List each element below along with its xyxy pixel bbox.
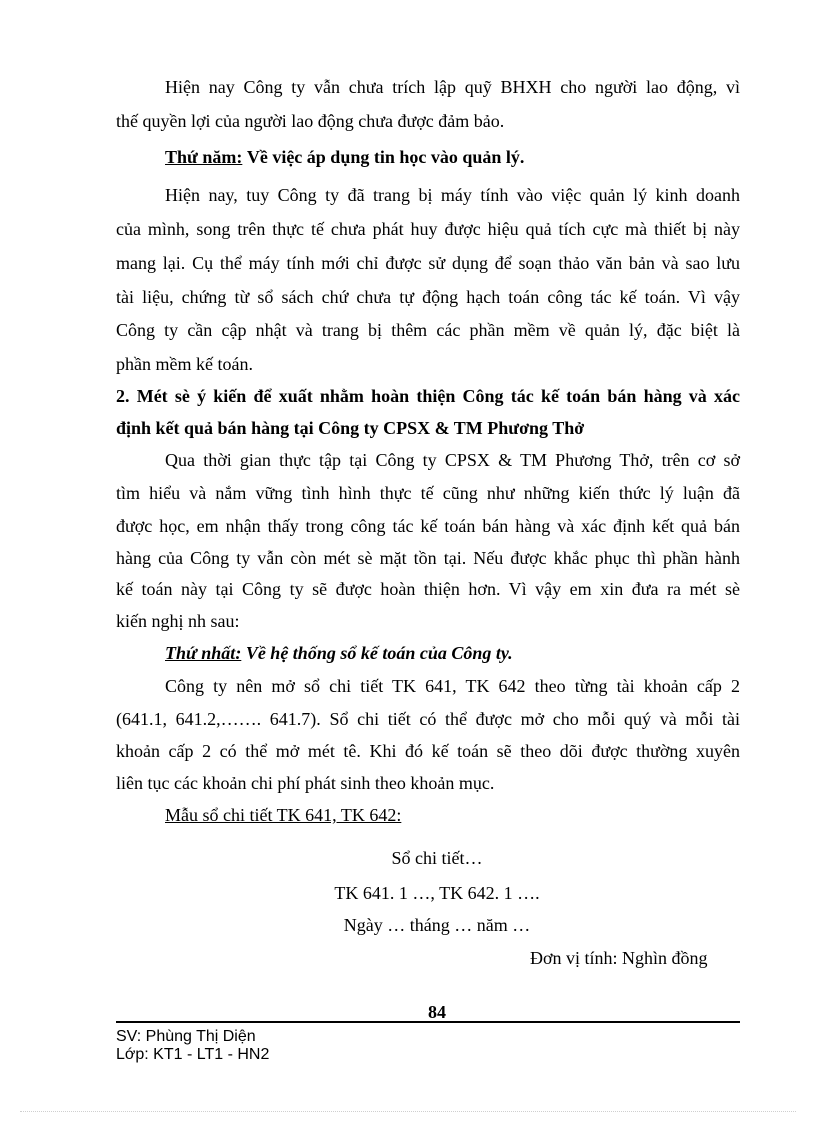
heading-label: Thứ năm: — [165, 147, 243, 167]
heading-thu-nhat — [165, 642, 513, 664]
paragraph-line: Hiện nay, tuy Công ty đã trang bị máy tính vào việc quản lý kinh doanh — [165, 185, 740, 205]
heading-text: Về hệ thống sổ kế toán của Công ty. — [245, 643, 513, 663]
section-heading: 2. Mét sè ý kiến để xuất nhằm hoàn thiện Công tác kế toán bán hàng và xác — [116, 386, 740, 406]
paragraph-line: mang lại. Cụ thể máy tính mới chỉ được sử dụng để soạn thảo văn bản và sao lưu — [116, 253, 740, 273]
form-date: Ngày … tháng … năm … — [343, 915, 531, 935]
section-heading: định kết quả bán hàng tại Công ty CPSX & TM Phương Thở — [116, 418, 585, 438]
form-unit: Đơn vị tính: Nghìn đồng — [530, 948, 708, 968]
heading-label: Thứ nhất: — [165, 643, 242, 663]
footer-class: Lớp: KT1 - LT1 - HN2 — [116, 1046, 270, 1063]
heading-thu-nam — [165, 146, 524, 168]
paragraph-line: được học, em nhận thấy trong công tác kế toán bán hàng và xác định kết quả bán — [116, 516, 740, 536]
sample-label: Mẫu sổ chi tiết TK 641, TK 642: — [165, 805, 402, 825]
paragraph-line: liên tục các khoản chi phí phát sinh theo khoản mục. — [116, 773, 495, 793]
heading-text: Về việc áp dụng tin học vào quản lý. — [246, 147, 525, 167]
page-number: 84 — [428, 1002, 446, 1022]
paragraph-line: Công ty cần cập nhật và trang bị thêm các phần mềm về quản lý, đặc biệt là — [116, 320, 740, 340]
paragraph-line: khoản cấp 2 có thể mở mét tê. Khi đó kế toán sẽ theo dõi được thường xuyên — [116, 741, 740, 761]
paragraph-line: thế quyền lợi của người lao động chưa được đảm bảo. — [116, 111, 505, 131]
footer-student: SV: Phùng Thị Diện — [116, 1028, 256, 1045]
form-title: Sổ chi tiết… — [391, 848, 483, 868]
page-border-dots — [20, 1111, 796, 1112]
paragraph-line: Hiện nay Công ty vẫn chưa trích lập quỹ BHXH cho người lao động, vì — [165, 77, 740, 97]
paragraph-line: Qua thời gian thực tập tại Công ty CPSX & TM Phương Thở, trên cơ sở — [165, 450, 740, 470]
paragraph-line: Công ty nên mở sổ chi tiết TK 641, TK 642 theo từng tài khoản cấp 2 — [165, 676, 740, 696]
paragraph-line: kế toán này tại Công ty sẽ được hoàn thiện hơn. Vì vậy em xin đưa ra mét sè — [116, 579, 740, 599]
paragraph-line: (641.1, 641.2,……. 641.7). Sổ chi tiết có thể được mở cho mỗi quý và mỗi tài — [116, 709, 740, 729]
paragraph-line: kiến nghị nh sau: — [116, 611, 240, 631]
paragraph-line: tìm hiểu và nắm vững tình hình thực tế cũng như những kiến thức lý luận đã — [116, 483, 740, 503]
paragraph-line: tài liệu, chứng từ sổ sách chứ chưa tự động hạch toán công tác kế toán. Vì vậy — [116, 287, 740, 307]
form-accounts: TK 641. 1 …, TK 642. 1 …. — [334, 883, 540, 903]
paragraph-line: của mình, song trên thực tế chưa phát huy được hiệu quả tích cực mà thiết bị này — [116, 219, 740, 239]
paragraph-line: phần mềm kế toán. — [116, 354, 253, 374]
footer-divider — [116, 1021, 740, 1023]
paragraph-line: hàng của Công ty vẫn còn mét sè mặt tồn tại. Nếu được khắc phục thì phần hành — [116, 548, 740, 568]
